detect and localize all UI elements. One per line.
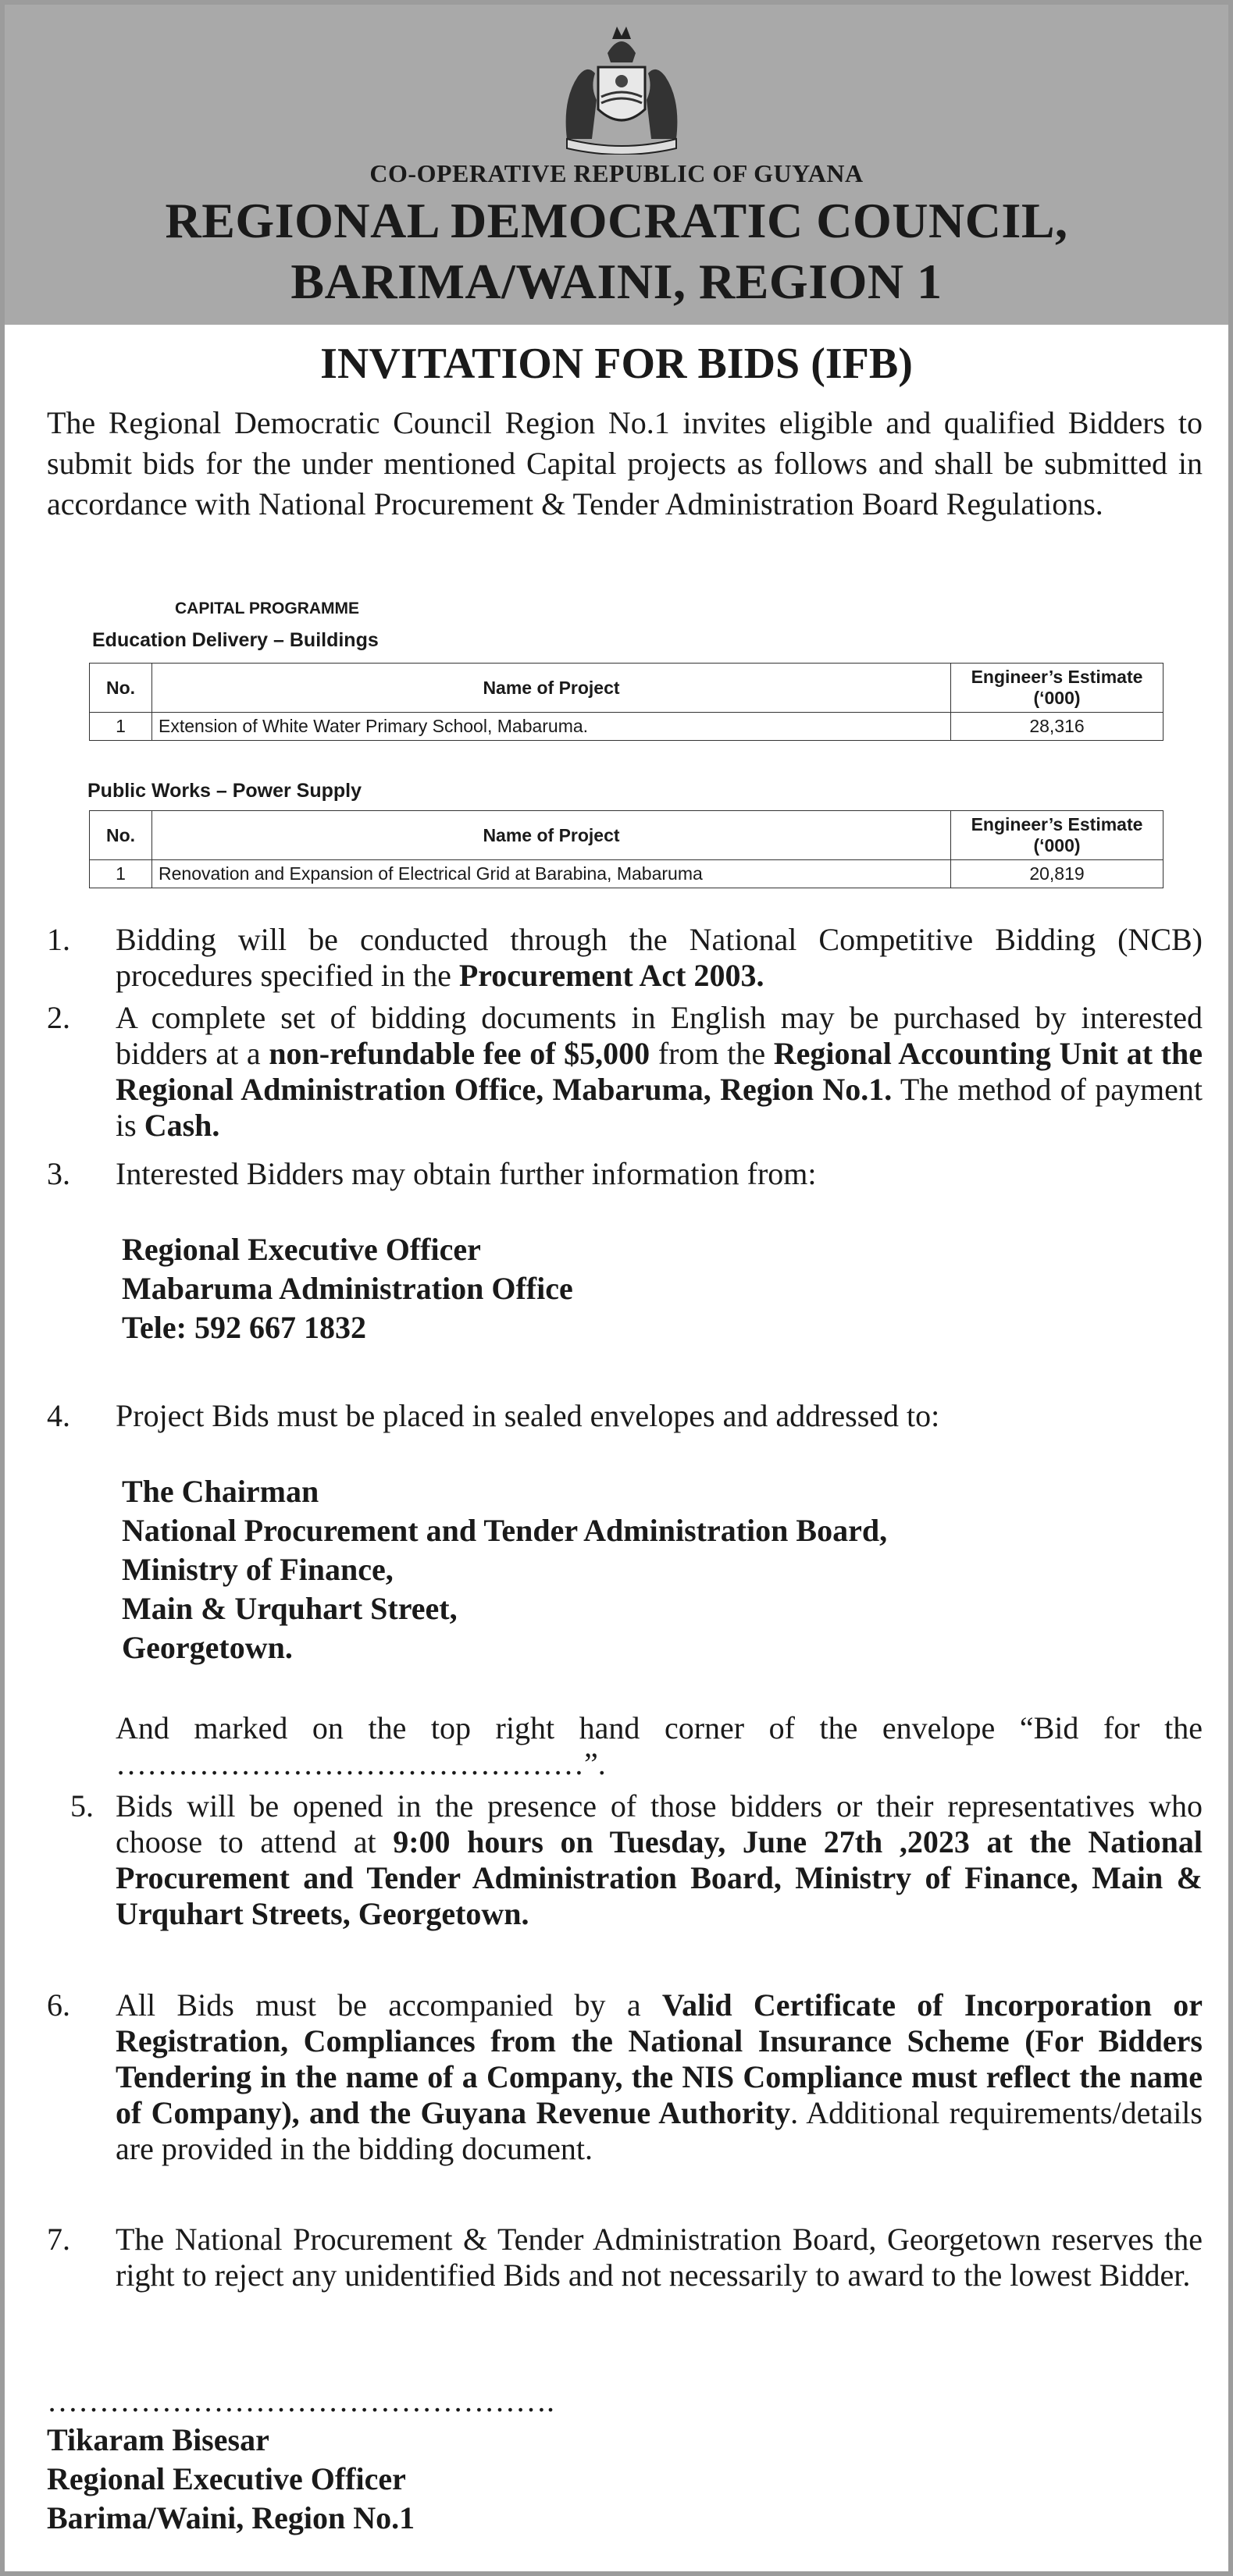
header-band: [5, 5, 1228, 325]
text-run: from the: [650, 1036, 774, 1071]
cell-project-name: Extension of White Water Primary School, Mabaruma.: [152, 713, 951, 741]
payment-method-text: Cash.: [144, 1108, 220, 1143]
col-header-estimate: [951, 664, 1164, 713]
public-works-projects-table: [89, 810, 1164, 888]
section-label-education: Education Delivery – Buildings: [92, 629, 379, 651]
cell-estimate: 28,316: [951, 713, 1164, 741]
signatory-title: Regional Executive Officer: [47, 2461, 406, 2496]
region-name: BARIMA/WAINI, REGION 1: [290, 254, 943, 309]
col-header-name: Name of Project: [152, 664, 951, 713]
col-header-name: Name of Project: [152, 811, 951, 860]
cell-estimate: 20,819: [951, 860, 1164, 888]
item-text: [116, 1000, 1203, 1144]
signatory-name: Tikaram Bisesar: [47, 2422, 269, 2457]
table-header-row: [90, 811, 1164, 860]
text-run: A complete set of bidding documents in English may be purchased by interested bidders at a: [116, 1000, 1203, 1071]
intro-paragraph: The Regional Democratic Council Region No.1 invites eligible and qualified Bidders to submit bids for the under mentioned Capital projects as follows and shall be submitted in accordance with National Procurement & Tender Administration Board Regulations.: [47, 405, 1203, 521]
cell-no: 1: [90, 713, 152, 741]
address-line: Mabaruma Administration Office: [122, 1271, 573, 1306]
section-label-public-works: Public Works – Power Supply: [87, 780, 362, 802]
item-number: 5.: [70, 1788, 94, 1823]
item-number: 3.: [47, 1156, 70, 1191]
item-text: [116, 1788, 1203, 1932]
item-text: Project Bids must be placed in sealed envelopes and addressed to:: [116, 1398, 940, 1433]
cell-project-name: Renovation and Expansion of Electrical Grid at Barabina, Mabaruma: [152, 860, 951, 888]
text-run: . Additional requirements/details are provided in the bidding document.: [116, 2095, 1203, 2166]
mailing-address-block: [122, 1472, 887, 1667]
council-name: REGIONAL DEMOCRATIC COUNCIL,: [165, 193, 1068, 248]
item-number: 6.: [47, 1987, 70, 2023]
text-run: Bidding will be conducted through the National Competitive Bidding (NCB) procedures specified in the: [116, 922, 1203, 993]
estimate-label: Engineer’s Estimate: [971, 814, 1143, 834]
col-header-no: No.: [90, 811, 152, 860]
bid-opening-text: 9:00 hours on Tuesday, June 27th ,2023 at the National Procurement and Tender Administration Board, Ministry of Finance, Main & Urquhart Streets, Georgetown.: [116, 1824, 1203, 1931]
text-run: The method of payment is: [116, 1072, 1203, 1143]
item-text: [116, 922, 1203, 994]
country-name: CO-OPERATIVE REPUBLIC OF GUYANA: [369, 159, 864, 187]
address-line: Regional Executive Officer: [122, 1232, 481, 1267]
cell-no: 1: [90, 860, 152, 888]
procurement-act-text: Procurement Act 2003.: [458, 958, 764, 993]
estimate-unit: (‘000): [1033, 835, 1081, 856]
item-text: [116, 1987, 1203, 2167]
requirements-text: Valid Certificate of Incorporation or Registration, Compliances from the National Insurance Scheme (For Bidders Tendering in the name of a Company, the NIS Compliance must reflect the name of Company), and the Guyana Revenue Authority: [116, 1987, 1203, 2130]
table-row: [90, 713, 1164, 741]
item-number: 2.: [47, 1000, 70, 1035]
table-row: [90, 860, 1164, 888]
purchase-location-text: Regional Accounting Unit at the Regional Administration Office, Mabaruma, Region No.1.: [116, 1036, 1203, 1107]
estimate-label: Engineer’s Estimate: [971, 667, 1143, 687]
item-number: 1.: [47, 922, 70, 957]
address-line: The Chairman: [122, 1474, 319, 1509]
address-line: Georgetown.: [122, 1630, 293, 1665]
signature-dots: ………………………………………….: [47, 2383, 554, 2418]
table-header-row: [90, 664, 1164, 713]
item-text: And marked on the top right hand corner of the envelope “Bid for the ………………………………………”.: [116, 1710, 1203, 1781]
page-title: INVITATION FOR BIDS (IFB): [320, 340, 913, 388]
contact-address-block: [122, 1230, 573, 1347]
address-line: Ministry of Finance,: [122, 1552, 394, 1587]
item-number: 7.: [47, 2222, 70, 2257]
item-text: Interested Bidders may obtain further information from:: [116, 1156, 817, 1191]
estimate-unit: (‘000): [1033, 688, 1081, 708]
fee-text: non-refundable fee of $5,000: [269, 1036, 650, 1071]
coat-of-arms-icon: [551, 22, 692, 155]
text-run: All Bids must be accompanied by a: [116, 1987, 662, 2023]
capital-programme-label: CAPITAL PROGRAMME: [175, 600, 360, 617]
text-run: Bids will be opened in the presence of those bidders or their representatives who choose to attend at: [116, 1788, 1203, 1859]
signatory-region: Barima/Waini, Region No.1: [47, 2500, 415, 2535]
address-line: Main & Urquhart Street,: [122, 1591, 458, 1626]
col-header-estimate: [951, 811, 1164, 860]
col-header-no: No.: [90, 664, 152, 713]
signature-block: [47, 2382, 554, 2538]
address-line: Tele: 592 667 1832: [122, 1310, 366, 1345]
item-number: 4.: [47, 1398, 70, 1433]
education-projects-table: [89, 663, 1164, 741]
item-text: The National Procurement & Tender Administration Board, Georgetown reserves the right to reject any unidentified Bids and not necessarily to award to the lowest Bidder.: [116, 2222, 1203, 2293]
address-line: National Procurement and Tender Administration Board,: [122, 1513, 888, 1548]
